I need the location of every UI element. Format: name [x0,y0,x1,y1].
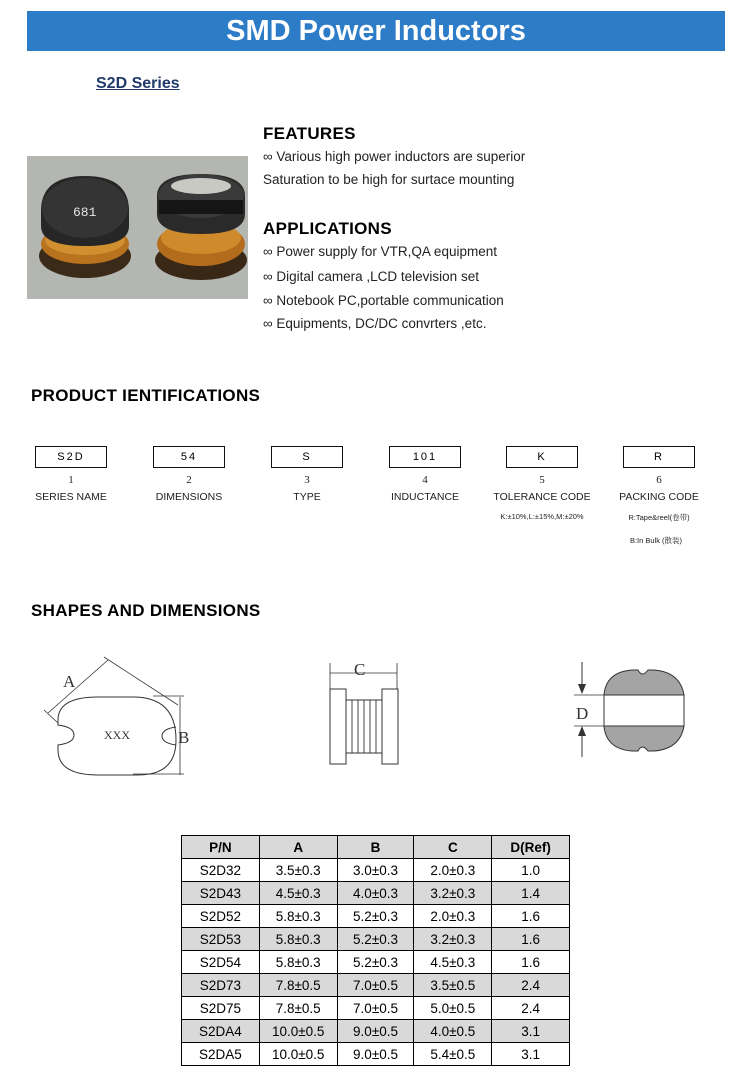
table-cell: S2D54 [182,951,260,974]
shapes-heading: SHAPES AND DIMENSIONS [31,601,261,620]
table-cell: 5.2±0.3 [337,951,414,974]
id-position-number: 3 [304,474,310,486]
id-position-number: 5 [539,474,545,486]
table-cell: 5.4±0.5 [414,1043,492,1066]
table-cell: 3.5±0.5 [414,974,492,997]
table-cell: 7.0±0.5 [337,974,414,997]
table-cell: 5.8±0.3 [259,928,337,951]
table-cell: S2DA5 [182,1043,260,1066]
dimensions-table [181,835,570,1066]
table-cell: 7.0±0.5 [337,997,414,1020]
bottom-view-bottom-terminal [604,726,684,751]
id-label: PACKING CODE [619,491,699,503]
table-cell: 3.1 [492,1043,570,1066]
table-cell: 10.0±0.5 [259,1043,337,1066]
inductor-right-band [159,200,243,214]
inductor-marking: 681 [73,205,97,220]
table-cell: S2D53 [182,928,260,951]
dim-a-ext-1 [44,710,58,723]
id-position-number: 6 [656,474,662,486]
table-cell: 2.0±0.3 [414,859,492,882]
table-cell: S2D73 [182,974,260,997]
identification-heading: PRODUCT IENTIFICATIONS [31,386,261,405]
id-label: TOLERANCE CODE [493,491,591,503]
id-label: DIMENSIONS [155,491,223,503]
table-cell: 5.8±0.3 [259,905,337,928]
header-d: D(Ref) [492,836,570,859]
table-row [182,974,570,997]
header-b: B [337,836,414,859]
table-cell: 7.8±0.5 [259,997,337,1020]
id-packing-code [584,446,734,546]
product-photo [27,156,248,299]
side-right-plate [382,689,398,764]
id-position-number: 1 [68,474,74,486]
id-code-box: K [506,446,578,468]
table-cell: 5.0±0.5 [414,997,492,1020]
series-title: S2D Series [96,75,180,92]
id-position-number: 2 [186,474,192,486]
table-header-row [182,836,570,859]
application-line: ∞ Equipments, DC/DC convrters ,etc. [263,316,487,331]
id-code-box: 101 [389,446,461,468]
table-cell: 4.5±0.3 [259,882,337,905]
table-cell: 4.0±0.5 [414,1020,492,1043]
table-row [182,905,570,928]
table-cell: S2D43 [182,882,260,905]
table-cell: 1.6 [492,928,570,951]
side-view-drawing [322,655,412,770]
top-view-drawing [38,655,198,780]
application-line: ∞ Digital camera ,LCD television set [263,269,479,284]
id-position-number: 4 [422,474,428,486]
dim-d-arrowhead-top [578,684,586,694]
packing-note: B:In Bulk (散装) [629,536,683,545]
table-cell: S2D75 [182,997,260,1020]
table-cell: 2.4 [492,974,570,997]
header-c: C [414,836,492,859]
feature-line: ∞ Various high power inductors are superior [263,149,526,164]
id-code-box: S [271,446,343,468]
table-cell: 2.4 [492,997,570,1020]
bottom-view-body [604,695,684,726]
bottom-view-top-terminal [604,670,684,695]
table-cell: 3.5±0.3 [259,859,337,882]
table-cell: S2D32 [182,859,260,882]
table-row [182,1043,570,1066]
top-view-notch-right [162,727,176,745]
table-cell: S2DA4 [182,1020,260,1043]
bottom-view-drawing [560,660,695,760]
dim-d-arrowhead-bottom [578,726,586,736]
table-cell: 9.0±0.5 [337,1020,414,1043]
feature-line: Saturation to be high for surtace mounting [263,172,515,187]
applications-heading: APPLICATIONS [263,219,392,238]
application-line: ∞ Power supply for VTR,QA equipment [263,244,497,259]
table-cell: S2D52 [182,905,260,928]
id-label: INDUCTANCE [390,491,460,503]
packing-note: R:Tape&reel(卷带) [628,513,690,522]
table-cell: 1.6 [492,905,570,928]
table-cell: 1.4 [492,882,570,905]
table-cell: 7.8±0.5 [259,974,337,997]
id-code-box: S2D [35,446,107,468]
table-cell: 5.2±0.3 [337,928,414,951]
table-row [182,928,570,951]
id-label: SERIES NAME [35,491,107,503]
header-a: A [259,836,337,859]
header-pn: P/N [182,836,260,859]
table-cell: 3.1 [492,1020,570,1043]
table-row [182,882,570,905]
table-cell: 3.2±0.3 [414,928,492,951]
table-cell: 2.0±0.3 [414,905,492,928]
dim-a-line [48,660,108,713]
table-cell: 1.0 [492,859,570,882]
top-view-marking: XXX [104,728,130,742]
dim-a-label: A [63,672,76,691]
id-label: TYPE [293,491,321,503]
dim-d-label: D [576,704,589,723]
table-cell: 3.2±0.3 [414,882,492,905]
table-cell: 5.2±0.3 [337,905,414,928]
inductor-right-highlight [171,178,231,194]
table-row [182,859,570,882]
table-cell: 5.8±0.3 [259,951,337,974]
id-code-box: 54 [153,446,225,468]
table-cell: 10.0±0.5 [259,1020,337,1043]
id-code-box: R [623,446,695,468]
dim-b-label: B [178,728,190,747]
table-row [182,997,570,1020]
table-cell: 4.5±0.3 [414,951,492,974]
table-cell: 3.0±0.3 [337,859,414,882]
application-line: ∞ Notebook PC,portable communication [263,293,504,308]
side-left-plate [330,689,346,764]
table-cell: 9.0±0.5 [337,1043,414,1066]
tolerance-note: K:±10%,L:±15%,M:±20% [500,512,584,521]
features-heading: FEATURES [263,124,356,143]
table-row [182,1020,570,1043]
table-cell: 1.6 [492,951,570,974]
table-row [182,951,570,974]
table-cell: 4.0±0.3 [337,882,414,905]
dim-c-label: C [354,660,366,679]
page-title-banner: SMD Power Inductors [27,11,725,51]
